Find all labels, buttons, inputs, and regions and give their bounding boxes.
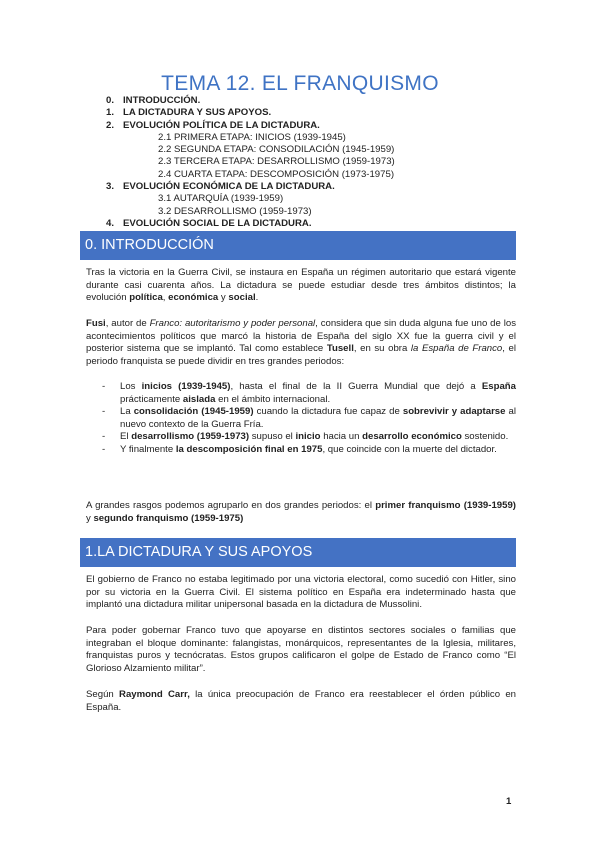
toc-label: EVOLUCIÓN SOCIAL DE LA DICTADURA. [123,217,312,229]
toc-label: INTRODUCCIÓN. [123,95,201,106]
toc-label: EVOLUCIÓN POLÍTICA DE LA DICTADURA. [123,119,320,131]
toc-subitem-3-1: 3.1 AUTARQUÍA (1939-1959) [158,193,284,205]
dictadura-paragraph-3: Según Raymond Carr, la única preocupación de Franco era reestablecer el órden público en España. [86,689,516,713]
table-of-contents [106,95,395,230]
list-item: - La consolidación (1945-1959) cuando la dictadura fue capaz de sobrevivir y adaptarse al nuevo contexto de la Guerra Fría. [102,406,516,430]
toc-item-1 [106,107,395,119]
toc-subitem-2-2: 2.2 SEGUNDA ETAPA: CONSODILACIÓN (1945-1959) [158,144,395,156]
list-item: - El desarrollismo (1959-1973) supuso el inicio hacia un desarrollo económico sostenido. [102,431,509,443]
toc-num: 1. [106,107,115,119]
toc-item-2 [106,120,395,132]
toc-num: 0. [106,95,115,106]
intro-paragraph-3: A grandes rasgos podemos agruparlo en dos grandes periodos: el primer franquismo (1939-1959) y segundo franquismo (1959-1975) [86,500,516,524]
intro-paragraph-1: Tras la victoria en la Guerra Civil, se instaura en España un régimen autoritario que estará vigente durante casi cuarenta años. La dictadura se puede estudiar desde tres ámbitos distintos; la evolución política, económica y social. [86,267,516,304]
intro-paragraph-2: Fusi, autor de Franco: autoritarismo y poder personal, considera que sin duda alguna fue uno de los acontecimientos políticos que marcó la historia de España del siglo XX fue la guerra civil y el posterior sistema que se implantó. Tal como establece Tusell, en su obra la España de Franco, el periodo franquista se puede dividir en tres grandes periodos: [86,318,516,367]
toc-subitem-2-4: 2.4 CUARTA ETAPA: DESCOMPOSICIÓN (1973-1975) [158,168,395,180]
toc-num: 4. [106,217,115,229]
document-title: TEMA 12. EL FRANQUISMO [161,72,439,95]
section-heading-dictadura: 1.LA DICTADURA Y SUS APOYOS [80,538,516,567]
section-heading-introduccion: 0. INTRODUCCIÓN [80,231,516,260]
toc-item-3 [106,181,395,193]
toc-subitem-2-3: 2.3 TERCERA ETAPA: DESARROLLISMO (1959-1973) [158,156,395,168]
page-number: 1 [506,796,512,807]
dictadura-paragraph-2: Para poder gobernar Franco tuvo que apoyarse en distintos sectores sociales o familias que integraban el bloque dominante: falangistas, monárquicos, representantes de la Iglesia, militares, franquistas puros y tecnócratas. Estos grupos calificaron el golpe de Estado de Franco como “El Glorioso Alzamiento militar”. [86,625,516,674]
list-item: - Y finalmente la descomposición final en 1975, que coincide con la muerte del dictador. [102,443,497,455]
toc-subitem-2-1: 2.1 PRIMERA ETAPA: INICIOS (1939-1945) [158,131,346,143]
toc-num: 3. [106,181,115,193]
toc-item-4 [106,218,395,230]
periods-list [86,381,516,457]
toc-label: LA DICTADURA Y SUS APOYOS. [123,107,272,119]
toc-label: EVOLUCIÓN ECONÓMICA DE LA DICTADURA. [123,181,335,193]
toc-num: 2. [106,119,115,131]
toc-subitem-3-2: 3.2 DESARROLLISMO (1959-1973) [158,205,312,217]
list-item: - Los inicios (1939-1945), hasta el final de la II Guerra Mundial que dejó a España prácticamente aislada en el ámbito internacional. [102,381,516,405]
dictadura-paragraph-1: El gobierno de Franco no estaba legitimado por una victoria electoral, como sucedió con Hitler, sino por su victoria en la Guerra Civil. El sistema político en España era indeterminado hasta que implantó una dictadura militar unipersonal basada en la dictadura de Mussolini. [86,574,516,611]
toc-item-0 [106,95,395,107]
